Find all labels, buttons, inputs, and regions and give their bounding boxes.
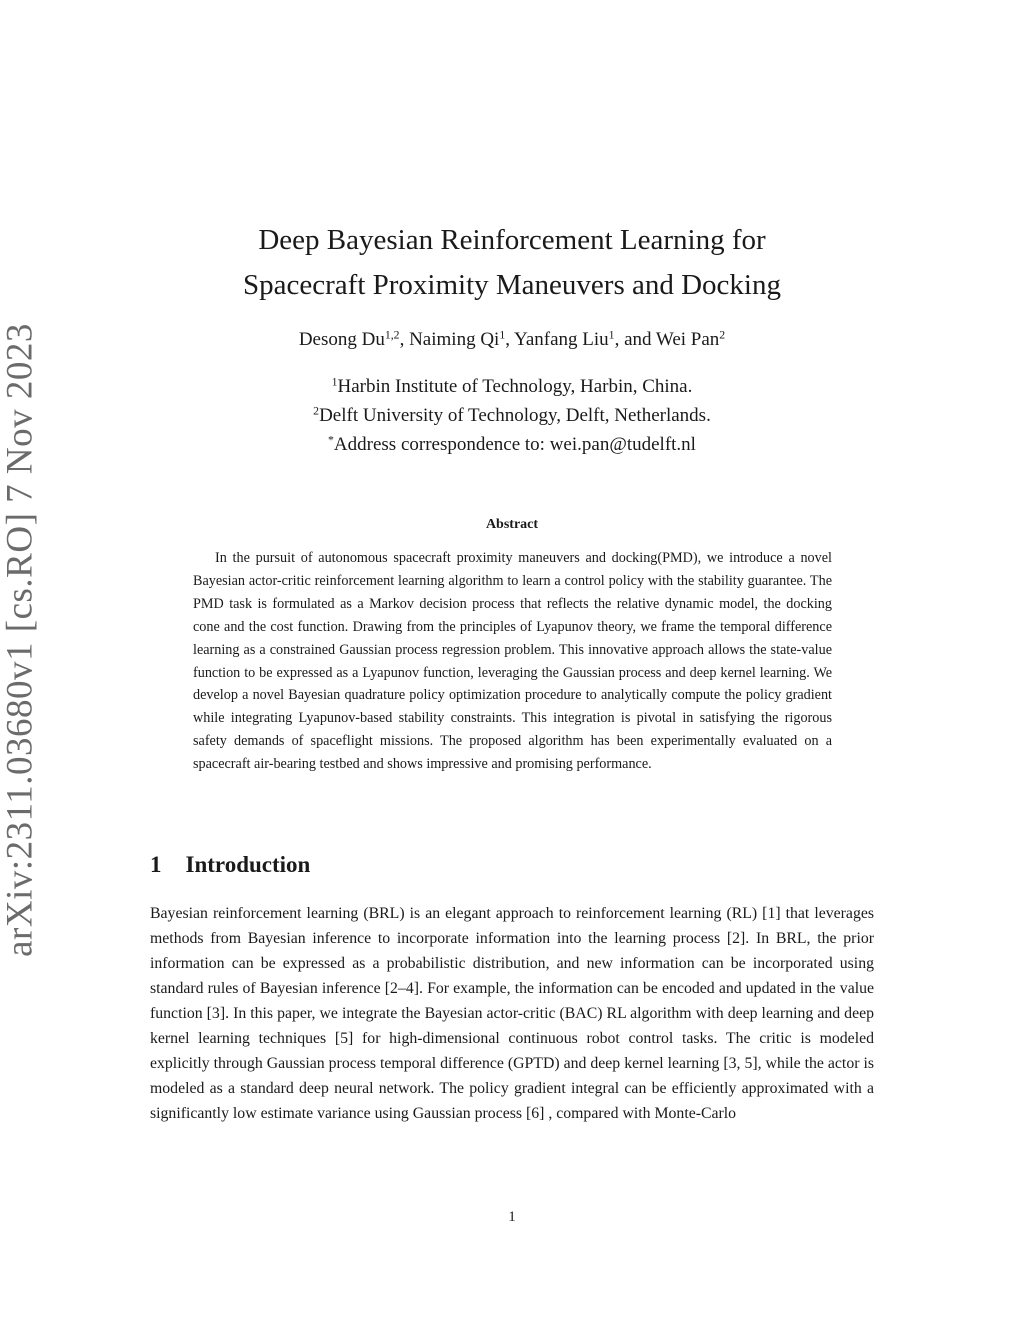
author-affiliation-mark: 1: [499, 328, 506, 342]
author-affiliation-mark: 1: [608, 328, 615, 342]
affiliation-line: [150, 372, 874, 401]
author-affiliation-mark: 1,2: [384, 328, 400, 342]
introduction-text: Bayesian reinforcement learning (BRL) is an elegant approach to reinforcement learning (RL) [1] that leverages methods from Bayesian inference to incorporate information into the learning process [2]. In BRL, the prior information can be expressed as a probabilistic distribution, and new information can be incorporated using standard rules of Bayesian inference [2–4]. For example, the information can be encoded and updated in the value function [3]. In this paper, we integrate the Bayesian actor-critic (BAC) RL algorithm with deep learning and deep kernel learning techniques [5] for high-dimensional continuous robot control tasks. The critic is modeled explicitly through Gaussian process temporal difference (GPTD) and deep kernel learning [3, 5], while the actor is modeled as a standard deep neural network. The policy gradient integral can be efficiently approximated with a significantly low estimate variance using Gaussian process [6] , compared with Monte-Carlo: [150, 905, 874, 1122]
affiliation-text: Harbin Institute of Technology, Harbin, China.: [337, 376, 693, 397]
author-separator: , and: [614, 329, 656, 350]
correspondence-text: Address correspondence to: wei.pan@tudelft.nl: [333, 434, 696, 455]
author-separator: ,: [505, 329, 515, 350]
paper-title-line-2: Spacecraft Proximity Maneuvers and Docking: [243, 269, 781, 301]
author-separator: ,: [399, 329, 410, 350]
author-affiliation-mark: 2: [719, 328, 726, 342]
paper-title-line-1: Deep Bayesian Reinforcement Learning for: [258, 224, 766, 256]
arxiv-identifier-text: arXiv:2311.03680v1 [cs.RO] 7 Nov 2023: [0, 323, 41, 957]
correspondence-mark: *: [328, 433, 334, 447]
correspondence-line: [150, 430, 874, 459]
author-name: Naiming Qi: [409, 329, 500, 350]
author-name: Desong Du: [298, 329, 385, 350]
section-heading: [150, 852, 310, 878]
author-name: Wei Pan: [655, 329, 720, 350]
affiliation-line: [150, 401, 874, 430]
abstract-text: In the pursuit of autonomous spacecraft proximity maneuvers and docking(PMD), we introduce a novel Bayesian actor-critic reinforcement learning algorithm to learn a control policy with the stability guarantee. The PMD task is formulated as a Markov decision process that reflects the relative dynamic model, the docking cone and the cost function. Drawing from the principles of Lyapunov theory, we frame the temporal difference learning as a constrained Gaussian process regression problem. This innovative approach allows the state-value function to be expressed as a Lyapunov function, leveraging the Gaussian process and deep kernel learning. We develop a novel Bayesian quadrature policy optimization procedure to analytically compute the policy gradient while integrating Lyapunov-based stability constraints. This integration is pivotal in satisfying the rigorous safety demands of spaceflight missions. The proposed algorithm has been experimentally evaluated on a spacecraft air-bearing testbed and shows impressive and promising performance.: [193, 550, 832, 773]
affiliation-mark: 1: [331, 375, 338, 389]
paper-title: [150, 218, 874, 308]
affiliation-mark: 2: [313, 404, 320, 418]
author-name: Yanfang Liu: [514, 329, 609, 350]
abstract-heading: Abstract: [485, 517, 539, 532]
section-title: Introduction: [185, 852, 311, 877]
page-number: 1: [508, 1209, 516, 1225]
section-number: 1: [150, 852, 162, 877]
author-list: [150, 326, 874, 354]
affiliation-text: Delft University of Technology, Delft, Netherlands.: [319, 405, 711, 426]
affiliation-list: [150, 372, 874, 459]
